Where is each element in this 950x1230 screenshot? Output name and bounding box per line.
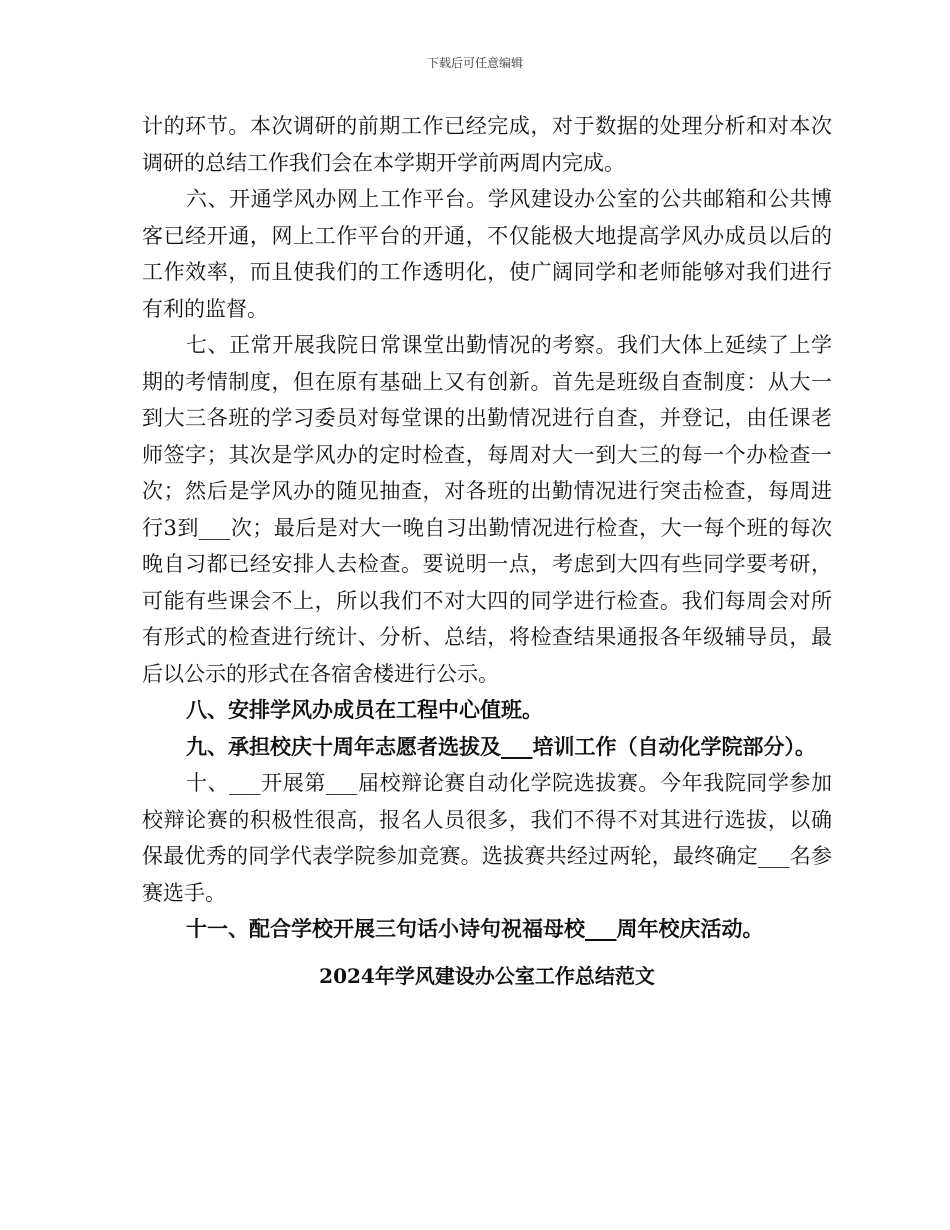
page-header: 下载后可任意编辑 [426, 56, 523, 70]
paragraph-item-7: 七、正常开展我院日常课堂出勤情况的考察。我们大体上延续了上学期的考情制度，但在原有基础上又有创新。首先是班级自查制度：从大一到大三各班的学习委员对每堂课的出勤情况进行自查，并登记，由任课老师签字；其次是学风办的定时检查，每周对大一到大三的每一个办检查一次；然后是学风办的随见抽查，对各班的出勤情况进行突击检查，每周进行3到___次；最后是对大一晚自习出勤情况进行检查，大一每个班的每次晚自习都已经安排人去检查。要说明一点，考虑到大四有些同学要考研，可能有些课会不上，所以我们不对大四的同学进行检查。我们每周会对所有形式的检查进行统计、分析、总结，将检查结果通报各年级辅导员，最后以公示的形式在各宿舍楼进行公示。 [142, 333, 832, 686]
paragraph-item-10: 十、___开展第___届校辩论赛自动化学院选拔赛。今年我院同学参加校辩论赛的积极性很高，报名人员很多，我们不得不对其进行选拔，以确保最优秀的同学代表学院参加竞赛。选拔赛共经过两轮，最终确定___名参赛选手。 [142, 771, 832, 905]
paragraph-item-9: 九、承担校庆十周年志愿者选拔及___培训工作（自动化学院部分）。 [186, 733, 816, 759]
paragraph-item-8: 八、安排学风办成员在工程中心值班。 [186, 697, 543, 722]
document-title: 2024年学风建设办公室工作总结范文 [319, 963, 655, 988]
paragraph-item-11: 十一、配合学校开展三句话小诗句祝福母校___周年校庆活动。 [186, 916, 764, 941]
document-body [142, 108, 832, 994]
paragraph-item-6: 六、开通学风办网上工作平台。学风建设办公室的公共邮箱和公共博客已经开通，网上工作平台的开通，不仅能极大地提高学风办成员以后的工作效率，而且使我们的工作透明化，使广阔同学和老师能够对我们进行有利的监督。 [142, 187, 832, 321]
paragraph-continuation: 计的环节。本次调研的前期工作已经完成，对于数据的处理分析和对本次调研的总结工作我们会在本学期开学前两周内完成。 [142, 114, 832, 175]
